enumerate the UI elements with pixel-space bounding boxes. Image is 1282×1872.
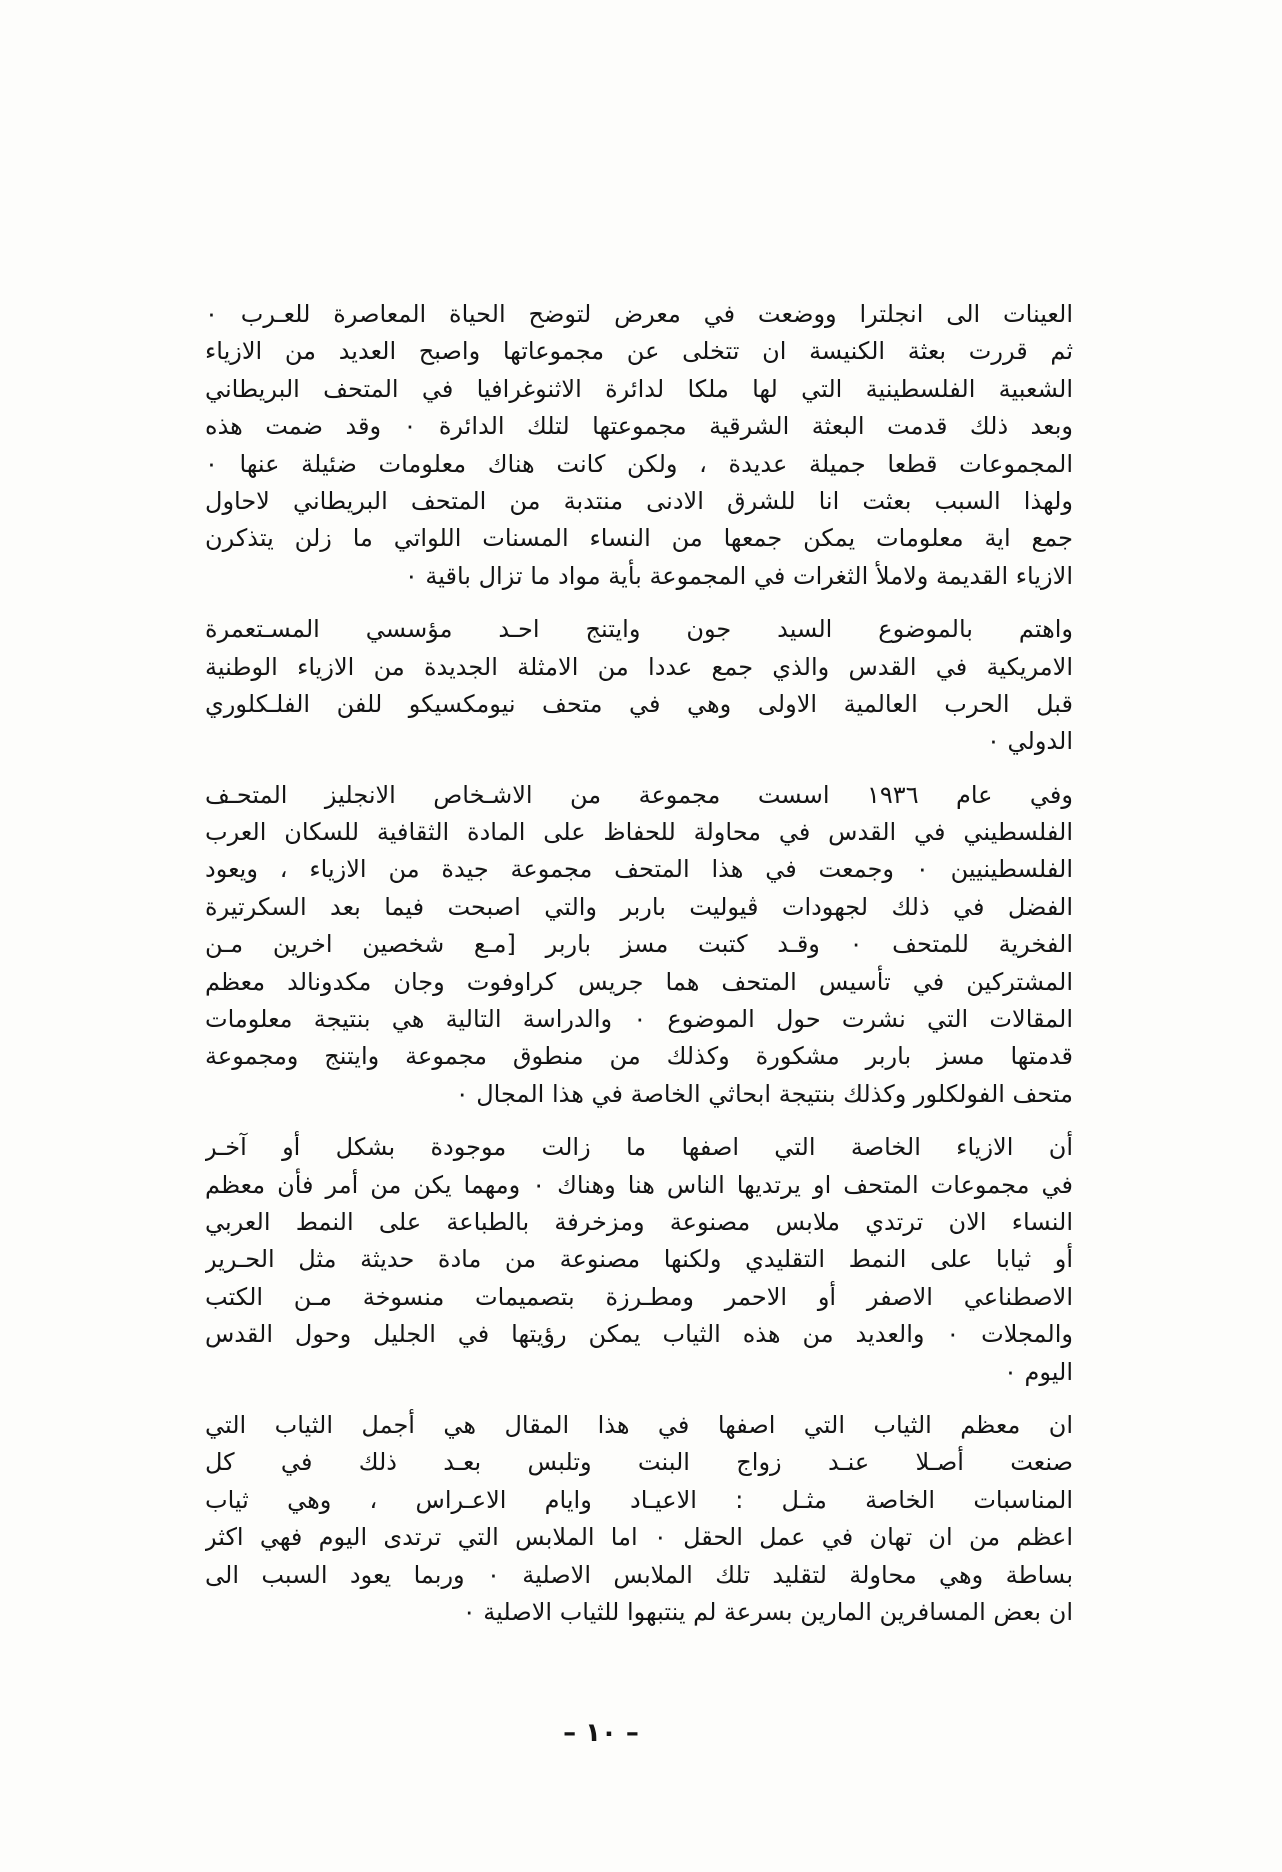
- paragraph-1: [205, 296, 1073, 595]
- page-number: – ١٠ –: [563, 1718, 639, 1748]
- text-line: الفلسطيني في القدس في محاولة للحفاظ على المادة الثقافية للسكان العرب: [205, 818, 1073, 847]
- text-line: العينات الى انجلترا ووضعت في معرض لتوضح الحياة المعاصرة للعـرب ٠: [205, 300, 1073, 328]
- text-line: أو ثيابا على النمط التقليدي ولكنها مصنوعة من مادة حديثة مثل الحـرير: [205, 1245, 1073, 1274]
- paragraph-4: [205, 1129, 1073, 1391]
- text-line: الشعبية الفلسطينية التي لها ملكا لدائرة الاثنوغرافيا في المتحف البريطاني: [205, 374, 1073, 403]
- body-text: [205, 296, 1073, 1647]
- text-line: في مجموعات المتحف او يرتديها الناس هنا وهناك ٠ ومهما يكن من أمر فأن معظم: [205, 1170, 1073, 1199]
- text-line: قبل الحرب العالمية الاولى وهي في متحف نيومكسيكو للفن الفلـكلوري: [205, 689, 1073, 718]
- text-line: متحف الفولكلور وكذلك بنتيجة ابحاثي الخاصة في هذا المجال ٠: [455, 1079, 1073, 1108]
- text-line: الاصطناعي الاصفر أو الاحمر ومطـرزة بتصميمات منسوخة مـن الكتب: [205, 1282, 1073, 1311]
- text-line: اعظم من ان تهان في عمل الحقل ٠ اما الملابس التي ترتدى اليوم فهي اكثر: [205, 1523, 1073, 1552]
- paragraph-5: [205, 1407, 1073, 1631]
- text-line: أن الازياء الخاصة التي اصفها ما زالت موجودة بشكل أو آخـر: [205, 1133, 1073, 1162]
- text-line: قدمتها مسز باربر مشكورة وكذلك من منطوق مجموعة وايتنج ومجموعة: [205, 1042, 1073, 1071]
- text-line: المقالات التي نشرت حول الموضوع ٠ والدراسة التالية هي بنتيجة معلومات: [205, 1005, 1073, 1034]
- text-line: الامريكية في القدس والذي جمع عددا من الامثلة الجديدة من الازياء الوطنية: [205, 652, 1073, 681]
- text-line: ولهذا السبب بعثت انا للشرق الادنى منتدبة من المتحف البريطاني لاحاول: [205, 486, 1073, 515]
- text-line: الفضل في ذلك لجهودات ڤيوليت باربر والتي اصبحت فيما بعد السكرتيرة: [205, 892, 1073, 921]
- text-line: المناسبات الخاصة مثـل : الاعيـاد وايام الاعـراس ، وهي ثياب: [205, 1485, 1073, 1514]
- text-line: بساطة وهي محاولة لتقليد تلك الملابس الاصلية ٠ وربما يعود السبب الى: [205, 1560, 1073, 1589]
- text-line: ان معظم الثياب التي اصفها في هذا المقال هي أجمل الثياب التي: [205, 1410, 1073, 1439]
- text-line: واهتم بالموضوع السيد جون وايتنج احـد مؤسسي المسـتعمرة: [205, 615, 1073, 644]
- text-line: الدولي ٠: [986, 727, 1073, 756]
- text-line: ثم قررت بعثة الكنيسة ان تتخلى عن مجموعاتها واصبح العديد من الازياء: [205, 337, 1073, 366]
- text-line: النساء الان ترتدي ملابس مصنوعة ومزخرفة بالطباعة على النمط العربي: [205, 1207, 1073, 1236]
- text-line: صنعت أصـلا عنـد زواج البنت وتلبس بعـد ذلك في كل: [205, 1448, 1073, 1477]
- text-line: والمجلات ٠ والعديد من هذه الثياب يمكن رؤيتها في الجليل وحول القدس: [205, 1320, 1073, 1349]
- paragraph-3: [205, 777, 1073, 1114]
- text-line: الازياء القديمة ولاملأ الثغرات في المجموعة بأية مواد ما تزال باقية ٠: [404, 561, 1073, 590]
- text-line: وفي عام ١٩٣٦ اسست مجموعة من الاشـخاص الانجليز المتحـف: [205, 780, 1073, 809]
- text-line: اليوم ٠: [1004, 1357, 1073, 1386]
- text-line: الفلسطينيين ٠ وجمعت في هذا المتحف مجموعة جيدة من الازياء ، ويعود: [205, 855, 1073, 884]
- text-line: جمع اية معلومات يمكن جمعها من النساء المسنات اللواتي ما زلن يتذكرن: [205, 524, 1073, 553]
- text-line: المجموعات قطعا جميلة عديدة ، ولكن كانت هناك معلومات ضئيلة عنها ٠: [205, 449, 1073, 478]
- text-line: وبعد ذلك قدمت البعثة الشرقية مجموعتها لتلك الدائرة ٠ وقد ضمت هذه: [205, 412, 1073, 441]
- text-line: المشتركين في تأسيس المتحف هما جريس كراوفوت وجان مكدونالد معظم: [205, 967, 1073, 996]
- text-line: الفخرية للمتحف ٠ وقـد كتبت مسز باربر [مـع شخصين اخرين مـن: [205, 930, 1073, 959]
- paragraph-2: [205, 611, 1073, 761]
- text-line: ان بعض المسافرين المارين بسرعة لم ينتبهوا للثياب الاصلية ٠: [462, 1597, 1073, 1626]
